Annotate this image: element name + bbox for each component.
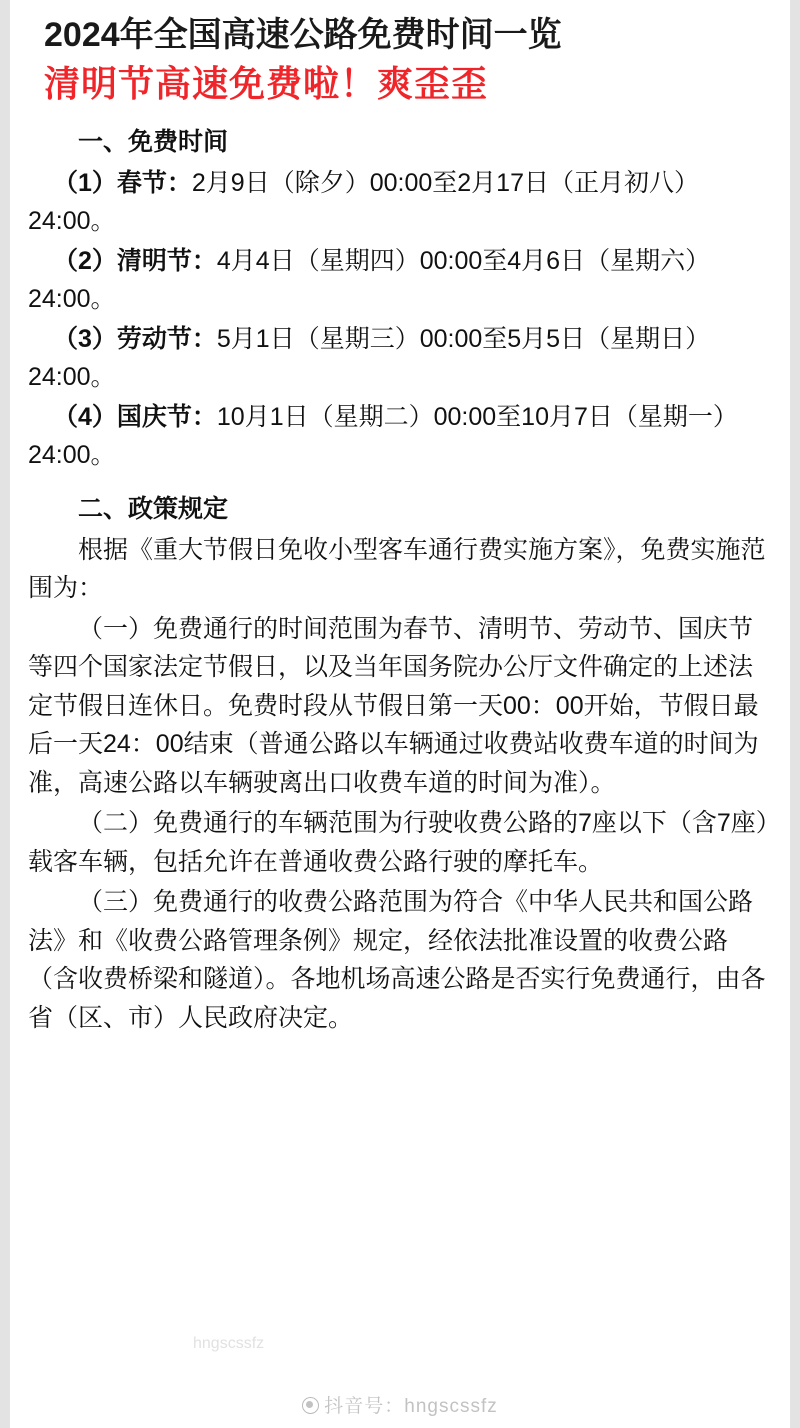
watermark-text: 抖音号：hngscssfz bbox=[324, 1396, 498, 1417]
ghost-watermark-upper: hngscssfz bbox=[193, 1335, 265, 1352]
paragraph: （二）免费通行的车辆范围为行驶收费公路的7座以下（含7座）载客车辆，包括允许在普通收费公路行驶的摩托车。 bbox=[28, 809, 769, 876]
document-body bbox=[10, 0, 790, 1428]
section-heading-free-time: 一、免费时间 bbox=[78, 128, 229, 157]
list-item bbox=[28, 164, 772, 240]
page-title: 2024年全国高速公路免费时间一览 bbox=[44, 16, 562, 54]
list-item bbox=[28, 242, 772, 318]
list-item-text: 2月9日（除夕）00:00至2月17日（正月初八）24:00。 bbox=[28, 169, 699, 236]
list-item-text: 4月4日（星期四）00:00至4月6日（星期六）24:00。 bbox=[28, 247, 711, 314]
section-heading-policy: 二、政策规定 bbox=[78, 495, 229, 524]
paragraph: 根据《重大节假日免收小型客车通行费实施方案》，免费实施范围为： bbox=[28, 535, 766, 603]
list-item-text: 10月1日（星期二）00:00至10月7日（星期一）24:00。 bbox=[28, 403, 738, 470]
paragraph: （一）免费通行的时间范围为春节、清明节、劳动节、国庆节等四个国家法定节假日，以及当年国务院办公厅文件确定的上述法定节假日连休日。免费时段从节假日第一天00：00开始，节假日最后一天24：00结束（普通公路以车辆通过收费站收费车道的时间为准，高速公路以车辆驶离出口收费车道的时间为准）。 bbox=[28, 614, 759, 797]
list-item-label: （3）劳动节： bbox=[53, 325, 217, 354]
page-subtitle: 清明节高速免费啦！爽歪歪 bbox=[44, 62, 489, 104]
list-item-label: （1）春节： bbox=[53, 169, 192, 198]
paragraph: （三）免费通行的收费公路范围为符合《中华人民共和国公路法》和《收费公路管理条例》规定，经依法批准设置的收费公路（含收费桥梁和隧道）。各地机场高速公路是否实行免费通行，由各省（区、市）人民政府决定。 bbox=[28, 888, 766, 1032]
list-item bbox=[28, 398, 772, 474]
list-item-label: （2）清明节： bbox=[53, 247, 217, 276]
list-item bbox=[28, 320, 772, 396]
list-item-label: （4）国庆节： bbox=[53, 403, 217, 432]
list-item-text: 5月1日（星期三）00:00至5月5日（星期日）24:00。 bbox=[28, 325, 711, 392]
